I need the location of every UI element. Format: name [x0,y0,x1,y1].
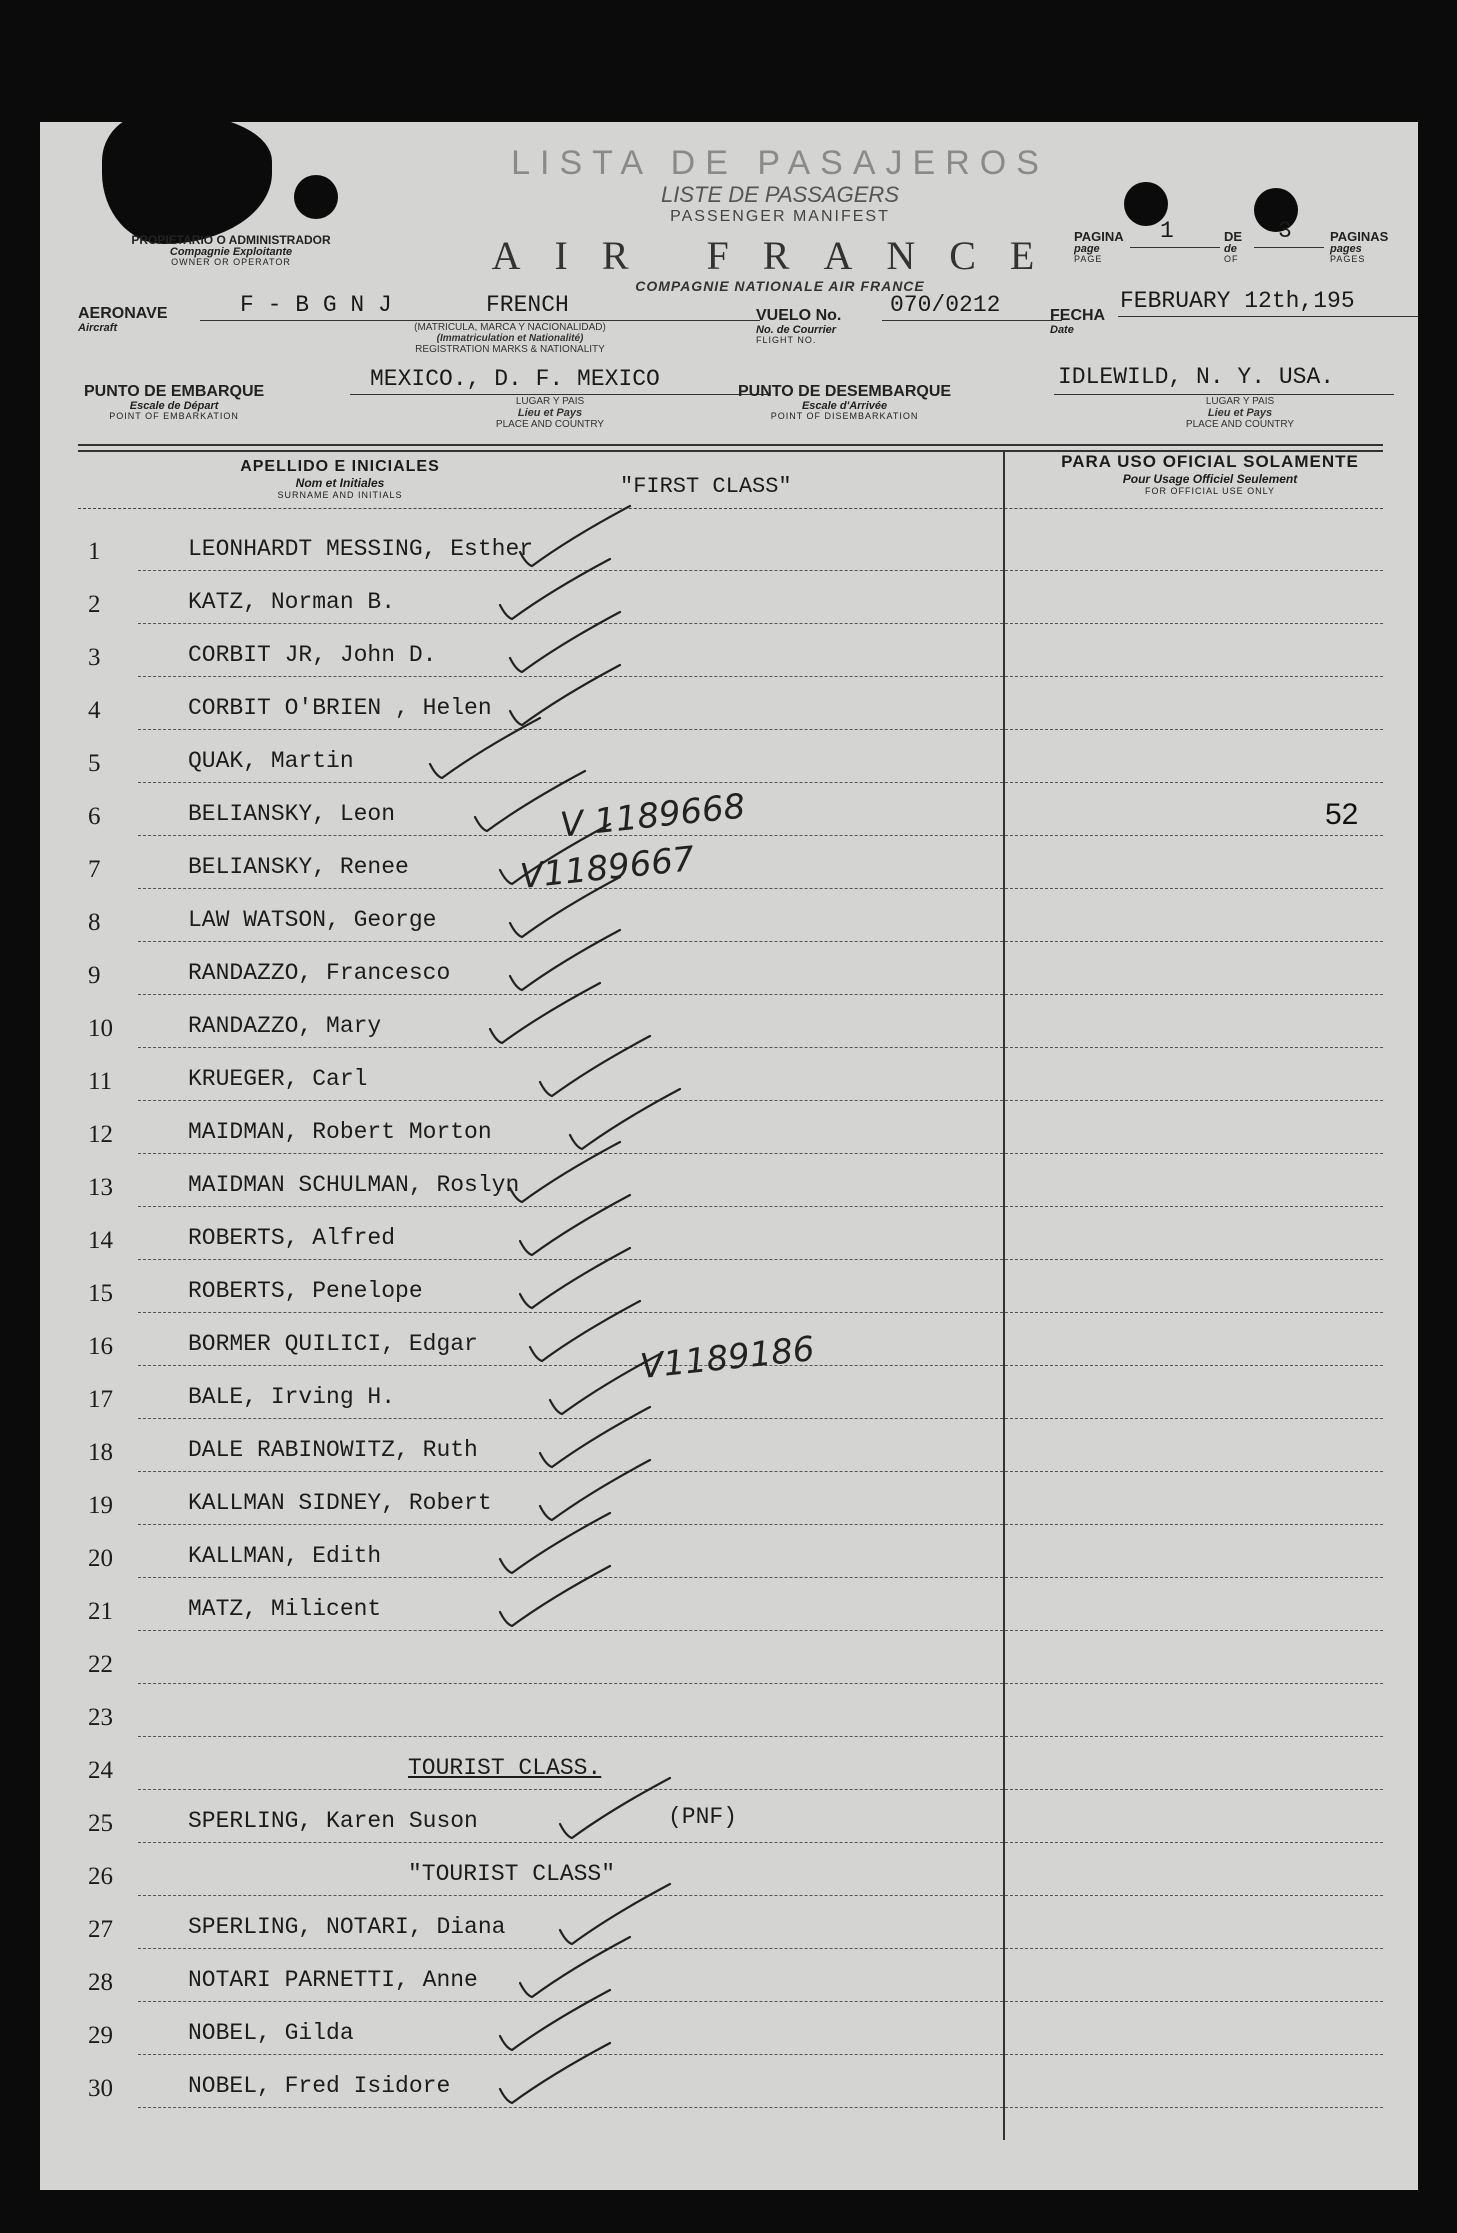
row-number: 16 [88,1333,113,1360]
passenger-note: (PNF) [668,1804,738,1830]
passenger-name: RANDAZZO, Francesco [188,960,451,986]
passenger-name: BELIANSKY, Leon [188,801,396,827]
table-row [78,1896,1003,1949]
row-number: 23 [88,1704,113,1731]
table-row [78,518,1003,571]
table-row [78,2002,1003,2055]
names-column-header: APELLIDO E INICIALES Nom et Initiales SURNAME AND INITIALS [240,458,440,500]
passenger-name: NOTARI PARNETTI, Anne [188,1967,478,1993]
page-number: 1 [1160,218,1174,244]
passenger-name: MAIDMAN, Robert Morton [188,1119,492,1145]
table-row [78,942,1003,995]
table-row [78,1578,1003,1631]
date-value: FEBRUARY 12th,195 [1120,288,1355,314]
passenger-name: KALLMAN SIDNEY, Robert [188,1490,492,1516]
table-row [78,1949,1003,2002]
aircraft-nationality: FRENCH [486,292,569,318]
disembark-caption: LUGAR Y PAIS Lieu et Pays PLACE AND COUNTRY [1185,396,1295,431]
torn-corner [102,122,272,244]
passenger-name: DALE RABINOWITZ, Ruth [188,1437,478,1463]
column-divider [1003,450,1005,2140]
table-row [78,1472,1003,1525]
flight-number: 070/0212 [890,292,1001,318]
row-number: 5 [88,750,101,777]
passenger-name: RANDAZZO, Mary [188,1013,382,1039]
row-number: 29 [88,2022,113,2049]
page-of-label: DE de OF [1224,229,1243,265]
passenger-name: NOBEL, Gilda [188,2020,354,2046]
manifest-title-fr: LISTE DE PASSAGERS [660,182,899,207]
row-number: 24 [88,1757,113,1784]
disembark-value: IDLEWILD, N. Y. USA. [1058,364,1335,390]
table-row [78,1260,1003,1313]
embark-value: MEXICO., D. F. MEXICO [370,366,660,392]
row-number: 21 [88,1598,113,1625]
row-number: 3 [88,644,101,671]
row-number: 28 [88,1969,113,1996]
disembark-label: PUNTO DE DESEMBARQUE Escale d'Arrivée POINT OF DISEMBARKATION [738,383,952,422]
row-number: 18 [88,1439,113,1466]
punch-hole [294,175,338,219]
row-number: 9 [88,962,101,989]
handwritten-note: V 1189668 [558,786,748,846]
page-label: PAGINA page PAGE [1074,229,1124,265]
date-label: FECHA Date [1050,307,1106,336]
table-row [78,1154,1003,1207]
passenger-name: KRUEGER, Carl [188,1066,368,1092]
row-number: 12 [88,1121,113,1148]
passenger-name: TOURIST CLASS. [408,1755,602,1781]
table-row [78,730,1003,783]
row-number: 20 [88,1545,113,1572]
handwritten-note: V1189667 [518,838,697,898]
row-number: 8 [88,909,101,936]
passenger-name: CORBIT O'BRIEN , Helen [188,695,492,721]
row-number: 30 [88,2075,113,2102]
row-number: 26 [88,1863,113,1890]
official-note: 52 [1325,798,1359,831]
passenger-name: LEONHARDT MESSING, Esther [188,536,534,562]
passenger-name: CORBIT JR, John D. [188,642,437,668]
table-row [78,1419,1003,1472]
passenger-name: LAW WATSON, George [188,907,437,933]
owner-label: PROPIETARIO O ADMINISTRADOR Compagnie Exploitante OWNER OR OPERATOR [131,233,331,268]
aircraft-registration: F - B G N J [240,292,392,318]
passenger-name: SPERLING, NOTARI, Diana [188,1914,506,1940]
row-number: 10 [88,1015,113,1042]
manifest-page [40,122,1418,2190]
table-row [78,571,1003,624]
passenger-name: BALE, Irving H. [188,1384,396,1410]
passenger-name: KATZ, Norman B. [188,589,396,615]
table-row [78,783,1003,836]
table-row [78,624,1003,677]
table-row [78,1101,1003,1154]
airline-name: AIR FRANCE [491,233,1069,278]
row-number: 17 [88,1386,113,1413]
row-number: 4 [88,697,101,724]
table-row [78,1313,1003,1366]
row-number: 13 [88,1174,113,1201]
passenger-name: MATZ, Milicent [188,1596,382,1622]
embark-caption: LUGAR Y PAIS Lieu et Pays PLACE AND COUNTRY [495,396,605,431]
passenger-name: MAIDMAN SCHULMAN, Roslyn [188,1172,520,1198]
row-number: 6 [88,803,101,830]
row-number: 2 [88,591,101,618]
first-class-heading: "FIRST CLASS" [620,474,792,499]
row-number: 1 [88,538,101,565]
page-total: 3 [1278,218,1292,244]
manifest-title-es: LISTA DE PASAJEROS [511,144,1049,182]
table-row [78,677,1003,730]
table-row [78,1631,1003,1684]
table-row [78,1048,1003,1101]
row-number: 22 [88,1651,113,1678]
table-row [78,1790,1003,1843]
embark-label: PUNTO DE EMBARQUE Escale de Départ POINT OF EMBARKATION [84,383,265,422]
manifest-title-en: PASSENGER MANIFEST [670,208,890,225]
passenger-name: SPERLING, Karen Suson [188,1808,478,1834]
row-number: 14 [88,1227,113,1254]
pages-label: PAGINAS pages PAGES [1330,229,1389,265]
passenger-name: ROBERTS, Penelope [188,1278,423,1304]
row-number: 15 [88,1280,113,1307]
table-row [78,1737,1003,1790]
table-row [78,1843,1003,1896]
passenger-name: "TOURIST CLASS" [408,1861,616,1887]
row-number: 27 [88,1916,113,1943]
passenger-name: BORMER QUILICI, Edgar [188,1331,478,1357]
table-row [78,1525,1003,1578]
flight-label: VUELO No. No. de Courrier FLIGHT NO. [756,307,842,346]
official-column-header: PARA USO OFICIAL SOLAMENTE Pour Usage Officiel Seulement FOR OFFICIAL USE ONLY [1061,452,1359,496]
table-row [78,2055,1003,2108]
aircraft-label: AERONAVE Aircraft [78,305,168,334]
passenger-name: ROBERTS, Alfred [188,1225,396,1251]
passenger-name: KALLMAN, Edith [188,1543,382,1569]
table-row [78,995,1003,1048]
passenger-name: NOBEL, Fred Isidore [188,2073,451,2099]
company-name: COMPAGNIE NATIONALE AIR FRANCE [635,278,925,294]
row-number: 25 [88,1810,113,1837]
aircraft-caption: (MATRICULA, MARCA Y NACIONALIDAD) (Immatriculation et Nationalité) REGISTRATION MARKS & NATIONALITY [414,322,606,355]
row-number: 19 [88,1492,113,1519]
row-number: 11 [88,1068,113,1095]
table-row [78,1366,1003,1419]
row-number: 7 [88,856,101,883]
table-row [78,1684,1003,1737]
table-row [78,1207,1003,1260]
handwritten-note: V1189186 [638,1328,817,1388]
header-rule [78,444,1383,446]
passenger-name: QUAK, Martin [188,748,354,774]
passenger-name: BELIANSKY, Renee [188,854,409,880]
table-row [78,889,1003,942]
